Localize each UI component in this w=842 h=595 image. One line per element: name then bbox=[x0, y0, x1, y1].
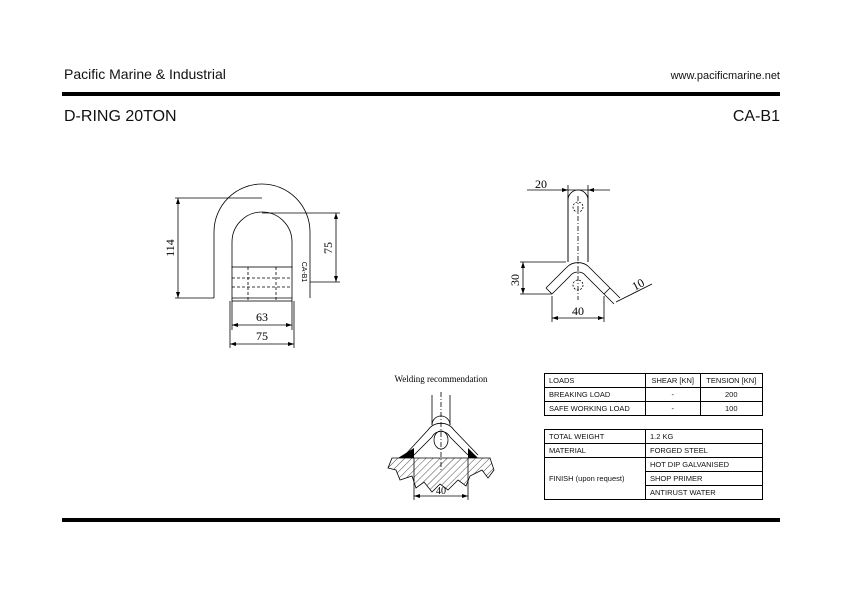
table-row bbox=[545, 388, 763, 402]
shear-value: - bbox=[646, 402, 701, 416]
table-row bbox=[545, 458, 763, 472]
load-label: SAFE WORKING LOAD bbox=[545, 402, 646, 416]
front-ring-height-label: 75 bbox=[321, 242, 335, 254]
footer-divider bbox=[62, 518, 780, 522]
load-table-header-row bbox=[545, 374, 763, 388]
table-row bbox=[545, 444, 763, 458]
welding-drawing bbox=[385, 368, 505, 503]
front-view-drawing bbox=[150, 180, 350, 355]
side-top-width-label: 20 bbox=[535, 177, 547, 191]
finish-option: ANTIRUST WATER bbox=[646, 486, 763, 500]
material-value: FORGED STEEL bbox=[646, 444, 763, 458]
spec-table bbox=[544, 429, 763, 500]
front-inner-width-label: 63 bbox=[256, 310, 268, 324]
side-view-drawing bbox=[505, 175, 665, 325]
header-divider bbox=[62, 92, 780, 96]
side-thickness-label: 10 bbox=[629, 275, 647, 294]
weight-value: 1.2 KG bbox=[646, 430, 763, 444]
tension-value: 200 bbox=[700, 388, 762, 402]
finish-label: FINISH (upon request) bbox=[545, 458, 646, 500]
load-table-header: SHEAR [KN] bbox=[646, 374, 701, 388]
welding-width-label: 40 bbox=[436, 486, 446, 497]
load-table bbox=[544, 373, 763, 416]
company-name: Pacific Marine & Industrial bbox=[64, 66, 226, 82]
product-name: D-RING 20TON bbox=[64, 108, 177, 125]
material-label: MATERIAL bbox=[545, 444, 646, 458]
welding-title: Welding recommendation bbox=[394, 374, 488, 384]
tension-value: 100 bbox=[700, 402, 762, 416]
load-label: BREAKING LOAD bbox=[545, 388, 646, 402]
table-row bbox=[545, 402, 763, 416]
side-base-width-label: 40 bbox=[572, 304, 584, 318]
finish-option: SHOP PRIMER bbox=[646, 472, 763, 486]
finish-option: HOT DIP GALVANISED bbox=[646, 458, 763, 472]
front-outer-width-label: 75 bbox=[256, 329, 268, 343]
shear-value: - bbox=[646, 388, 701, 402]
load-table-header: LOADS bbox=[545, 374, 646, 388]
table-row bbox=[545, 430, 763, 444]
website-url: www.pacificmarine.net bbox=[670, 70, 780, 82]
front-height-label: 114 bbox=[163, 239, 177, 257]
front-marking-label: CA-B1 bbox=[300, 261, 307, 283]
side-height-label: 30 bbox=[508, 274, 522, 286]
product-code: CA-B1 bbox=[732, 108, 780, 125]
load-table-header: TENSION [KN] bbox=[700, 374, 762, 388]
weight-label: TOTAL WEIGHT bbox=[545, 430, 646, 444]
